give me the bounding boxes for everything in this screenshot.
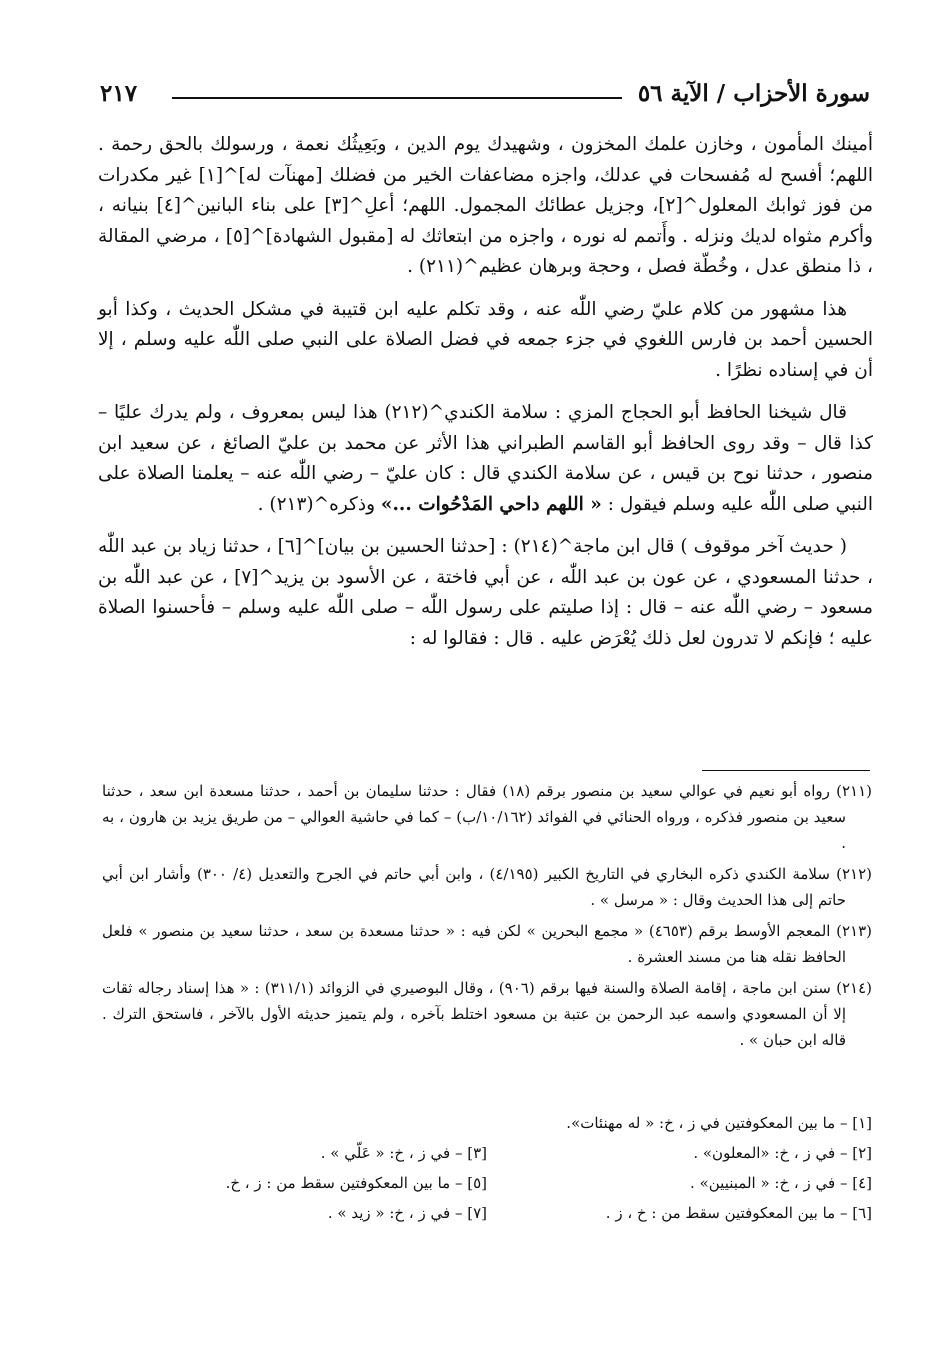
paragraph-3-end: وذكره^(٢١٣) . [257,493,376,515]
paragraph-4: ( حديث آخر موقوف ) قال ابن ماجة^(٢١٤) : [حدثنا الحسين بن بيان]^[٦] ، حدثنا زياد بن عبد اللّٰه ، حدثنا المسعودي ، عن عون بن عبد اللّٰه ، عن أبي فاختة ، عن الأسود بن يزيد^[٧] ، عن عبد اللّٰه بن مسعود – رضي اللّٰه عنه – قال : إذا صليتم على رسول اللّٰه – صلى اللّٰه عليه وسلم – فأحسنوا الصلاة عليه ؛ فإنكم لا تدرون لعل ذلك يُعْرَض عليه . قال : فقالوا له : [98,536,873,649]
footnotes [102,778,872,1058]
variant-4: [٤] – في ز ، خ: « المبنيين» . [690,1174,872,1192]
main-text [98,130,873,666]
footnote-213: (٢١٣) المعجم الأوسط برقم (٤٦٥٣) « مجمع البحرين » لكن فيه : « حدثنا مسعدة بن سعد ، حدثنا سعيد بن منصور » فلعل الحافظ نقله هنا من مسند العشرة . [102,922,872,966]
page-number: ٢١٧ [100,80,138,107]
variant-7: [٧] – في ز ، خ: « زيد » . [327,1204,487,1222]
variant-5: [٥] – ما بين المعكوفتين سقط من : ز ، خ. [225,1174,487,1192]
page-header [100,80,870,120]
paragraph-2: هذا مشهور من كلام عليّ رضي اللّٰه عنه ، وقد تكلم عليه ابن قتيبة في مشكل الحديث ، وكذا أبو الحسين أحمد بن فارس اللغوي في جزء جمعه في فضل الصلاة على النبي صلى اللّٰه عليه وسلم ، إلا أن في إسناده نظرًا . [98,298,873,381]
variant-2: [٢] – في ز ، خ: «المعلون» . [693,1144,872,1162]
footnote-rule [702,770,870,771]
running-title: سورة الأحزاب / الآية ٥٦ [637,80,870,107]
paragraph-3 [98,398,873,520]
variant-row [102,1138,872,1168]
variant-6: [٦] – ما بين المعكوفتين سقط من : خ ، ز . [605,1204,872,1222]
variant-row [102,1198,872,1228]
footnote-211: (٢١١) رواه أبو نعيم في عوالي سعيد بن منصور برقم (١٨) فقال : حدثنا سليمان بن أحمد ، حدثنا مسعدة ابن سعد ، حدثنا سعيد بن منصور فذكره ، ورواه الحنائي في الفوائد (١٠/١٦٢/ب) – كما في حاشية العوالي – من طريق يزيد بن هارون ، به . [102,782,872,852]
footnote-214: (٢١٤) سنن ابن ماجة ، إقامة الصلاة والسنة فيها برقم (٩٠٦) ، وقال البوصيري في الزوائد (٣١١/١) : « هذا إسناد رجاله ثقات إلا أن المسعودي واسمه عبد الرحمن بن عتبة بن مسعود اختلط بآخره ، ولم يتميز حديثه الأول بالآخر ، فاستحق الترك . قاله ابن حبان » . [102,979,872,1049]
header-rule [172,97,622,99]
footnote-212: (٢١٢) سلامة الكندي ذكره البخاري في التاريخ الكبير (٤/١٩٥) ، وابن أبي حاتم في الجرح والتعديل (٤/ ٣٠٠) وأشار ابن أبي حاتم إلى هذا الحديث وقال : « مرسل » . [102,865,873,909]
variant-1: [١] – ما بين المعكوفتين في ز ، خ: « له مهنئات». [566,1114,872,1132]
variant-3: [٣] – في ز ، خ: « عَلّي » . [320,1144,487,1162]
variant-row [102,1108,872,1138]
variant-row [102,1168,872,1198]
manuscript-variants [102,1108,872,1228]
quoted-prayer: « اللهم داحي المَدْحُوات ...» [380,493,602,515]
paragraph-1: أمينك المأمون ، وخازن علمك المخزون ، وشهيدك يوم الدين ، وبَعِيثُك نعمة ، ورسولك بالحق رحمة . اللهم؛ أفسح له مُفسحات في عدلك، واجزه مضاعفات الخير من فضلك [مهنآت له]^[١] غير مكدرات من فوز ثوابك المعلول^[٢]، وجزيل عطائك المجمول. اللهم؛ أعلِ^[٣] على بناء البانين^[٤] بنيانه ، وأكرم مثواه لديك ونزله . وأَتمم له نوره ، واجزه من ابتعاثك له [مقبول الشهادة]^[٥] ، مرضي المقالة ، ذا منطق عدل ، وخُطّة فصل ، وحجة وبرهان عظيم^(٢١١) . [98,134,874,277]
paragraph-3-text: قال شيخنا الحافظ أبو الحجاج المزي : سلامة الكندي^(٢١٢) هذا ليس بمعروف ، ولم يدرك عليًا – كذا قال – وقد روى الحافظ أبو القاسم الطبراني هذا الأثر عن محمد بن عليّ الصائغ ، عن سعيد ابن منصور ، حدثنا نوح بن قيس ، عن سلامة الكندي قال : كان عليّ – رضي اللّٰه عنه – يعلمنا الصلاة على النبي صلى اللّٰه عليه وسلم فيقول : [98,402,873,515]
